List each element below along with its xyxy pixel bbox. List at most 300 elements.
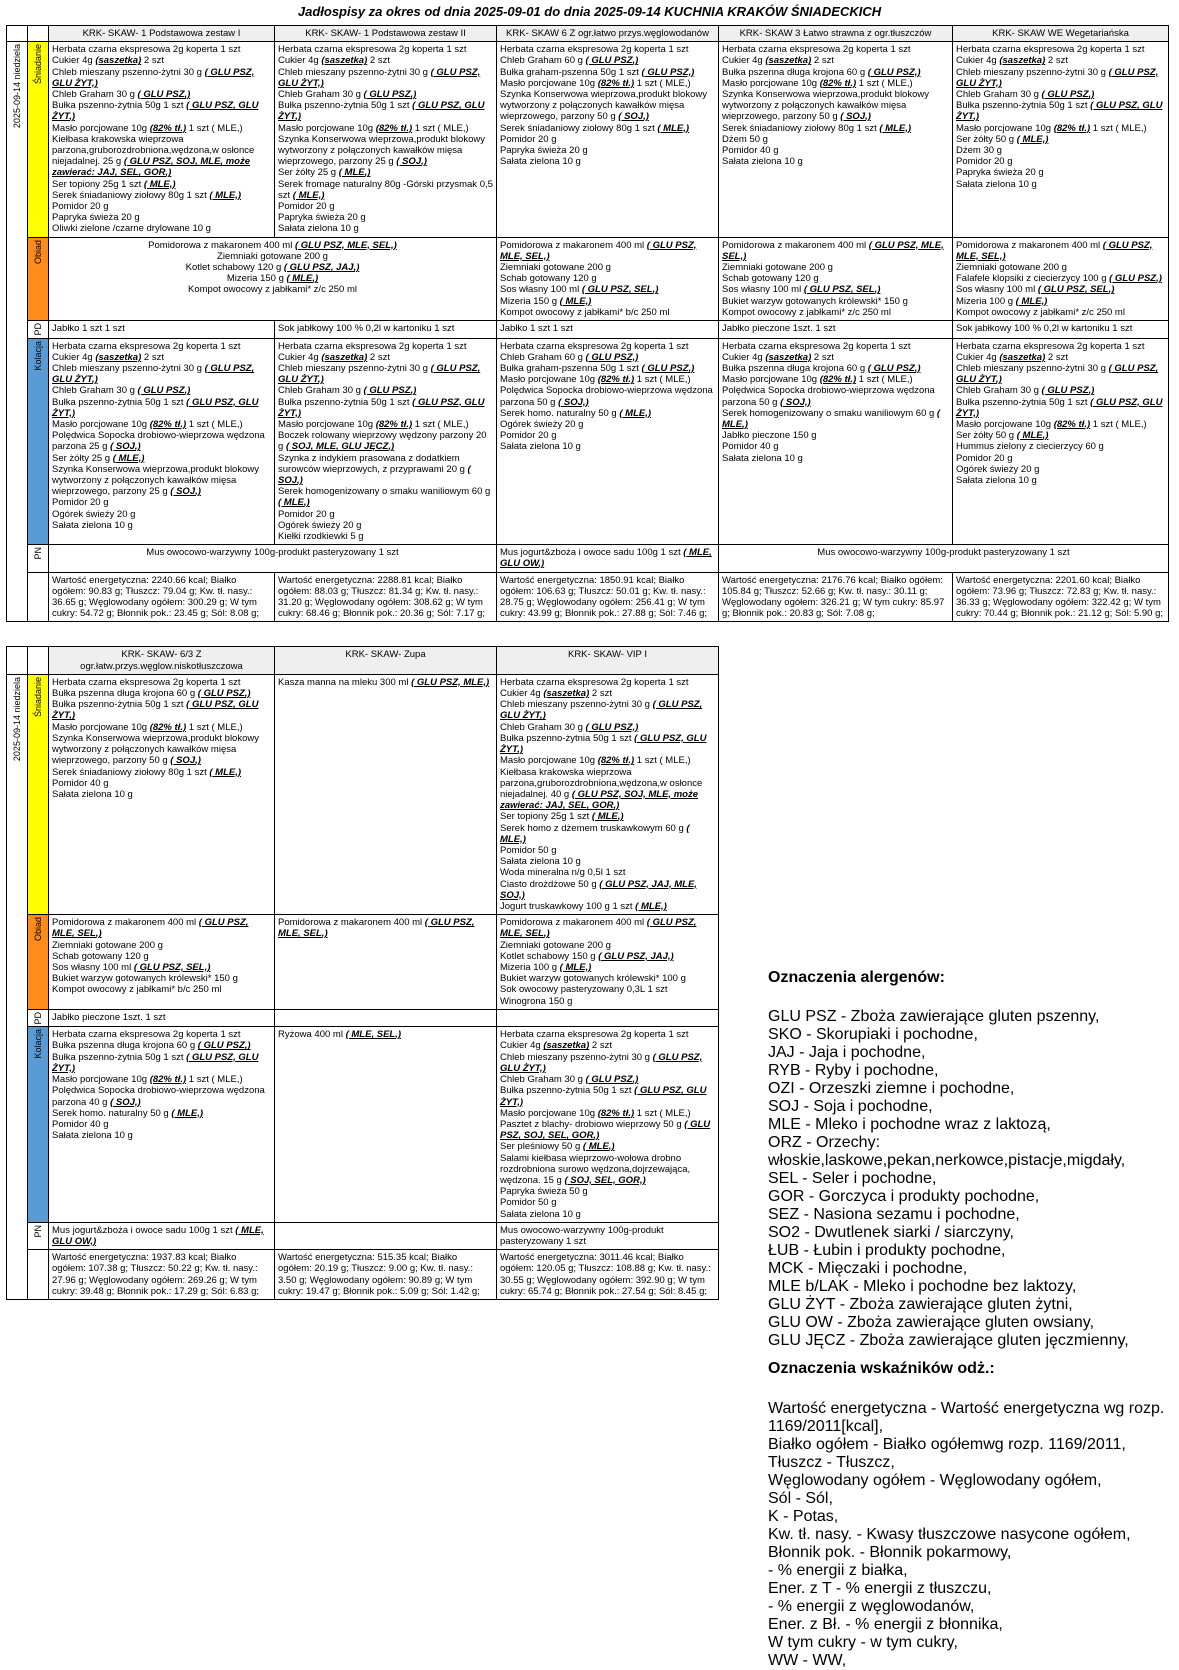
meal-line: Cukier 4g (saszetka) 2 szt bbox=[278, 55, 390, 67]
meal-line: Pomidor 20 g bbox=[956, 452, 1013, 464]
allergen-code: ( GLU PSZ,) bbox=[585, 1074, 639, 1086]
allergen-code: ( GLU PSZ,) bbox=[585, 721, 639, 733]
meal-cell bbox=[497, 674, 719, 914]
indicator-legend-title: Oznaczenia wskaźników odż.: bbox=[768, 1360, 995, 1378]
meal-line: Kompot owocowy z jabłkami* b/c 250 ml bbox=[52, 984, 222, 996]
meal-line: Chleb mieszany pszenno-żytni 30 g ( GLU PSZ, GLU ŻYT,) bbox=[278, 66, 481, 89]
allergen-code: ( MLE,) bbox=[559, 961, 592, 973]
meal-line: Masło porcjowane 10g (82% tł.) 1 szt ( MLE,) bbox=[500, 755, 691, 767]
meal-line: Bułka pszenno-żytnia 50g 1 szt ( GLU PSZ, GLU ŻYT,) bbox=[52, 1051, 259, 1074]
meal-line: Pomidor 40 g bbox=[52, 777, 109, 789]
allergen-legend-item: MLE - Mleko i pochodne wraz z laktozą, bbox=[768, 1116, 1051, 1134]
meal-cell bbox=[49, 42, 275, 237]
allergen-code: ( GLU PSZ, SEL,) bbox=[1037, 284, 1115, 296]
allergen-code: (saszetka) bbox=[999, 351, 1046, 363]
allergen-code: ( GLU PSZ, GLU ŻYT,) bbox=[278, 66, 481, 89]
allergen-code: (82% tł.) bbox=[1053, 122, 1091, 134]
allergen-code: ( GLU PSZ,) bbox=[641, 66, 695, 78]
allergen-code: ( MLE,) bbox=[582, 1141, 615, 1153]
column-header: KRK- SKAW 3 Łatwo strawna z ogr.tłuszczów bbox=[719, 26, 953, 42]
meal-line: Pomidorowa z makaronem 400 ml ( GLU PSZ, MLE, SEL,) bbox=[500, 917, 697, 940]
allergen-code: (82% tł.) bbox=[597, 1107, 635, 1119]
meal-line: Kompot owocowy z jabłkami* z/c 250 ml bbox=[188, 284, 357, 296]
allergen-code: ( MLE,) bbox=[559, 295, 592, 307]
meal-line: Masło porcjowane 10g (82% tł.) 1 szt ( MLE,) bbox=[52, 1074, 243, 1086]
allergen-code: ( SOJ, MLE, GLU JĘCZ,) bbox=[285, 441, 395, 453]
allergen-code: ( GLU PSZ, MLE, SEL,) bbox=[52, 917, 249, 940]
page-title: Jadłospisy za okres od dnia 2025-09-01 do dnia 2025-09-14 KUCHNIA KRAKÓW ŚNIADECKICH bbox=[297, 4, 882, 19]
allergen-code: ( GLU PSZ,) bbox=[137, 89, 191, 101]
meal-line: Bułka pszenno-żytnia 50g 1 szt ( GLU PSZ, GLU ŻYT,) bbox=[500, 1085, 707, 1108]
allergen-code: (saszetka) bbox=[95, 351, 142, 363]
meal-line: Sałata zielona 10 g bbox=[52, 1130, 133, 1142]
meal-line: Mus owocowo-warzywny 100g-produkt pasteryzowany 1 szt bbox=[146, 547, 399, 559]
meal-cell bbox=[497, 545, 719, 572]
allergen-code: ( MLE,) bbox=[171, 1107, 204, 1119]
meal-cell bbox=[275, 321, 497, 339]
meal-line: Sałata zielona 10 g bbox=[500, 441, 581, 453]
meal-line: Serek homo. naturalny 50 g ( MLE,) bbox=[500, 407, 652, 419]
meal-line: Sos własny 100 ml ( GLU PSZ, SEL,) bbox=[500, 284, 659, 296]
allergen-legend-item: GOR - Gorczyca i produkty pochodne, bbox=[768, 1188, 1040, 1206]
indicator-legend-item: - % energii z węglowodanów, bbox=[768, 1597, 975, 1615]
allergen-legend-item: OZI - Orzeszki ziemne i pochodne, bbox=[768, 1080, 1015, 1098]
meal-line: Sos własny 100 ml ( GLU PSZ, SEL,) bbox=[52, 961, 211, 973]
meal-line: Ziemniaki gotowane 200 g bbox=[500, 262, 611, 274]
meal-line: Bułka graham-pszenna 50g 1 szt ( GLU PSZ,) bbox=[500, 363, 695, 374]
allergen-code: ( GLU PSZ, GLU ŻYT,) bbox=[500, 699, 703, 722]
meal-line: Chleb Graham 30 g ( GLU PSZ,) bbox=[500, 721, 639, 733]
meal-line: Masło porcjowane 10g (82% tł.) 1 szt ( MLE,) bbox=[278, 122, 469, 134]
meal-line: Pomidorowa z makaronem 400 ml ( GLU PSZ, MLE, SEL,) bbox=[278, 917, 475, 940]
column-header: KRK- SKAW- 1 Podstawowa zestaw II bbox=[275, 26, 497, 42]
allergen-code: ( MLE,) bbox=[278, 497, 310, 509]
meal-cell bbox=[719, 321, 953, 339]
meal-line: Mizeria 100 g ( MLE,) bbox=[500, 961, 592, 973]
meal-cell bbox=[49, 674, 275, 914]
meal-line: Chleb Graham 30 g ( GLU PSZ,) bbox=[52, 89, 191, 101]
meal-line: Mizeria 150 g ( MLE,) bbox=[226, 273, 319, 285]
meal-line: Chleb Graham 60 g ( GLU PSZ,) bbox=[500, 351, 639, 363]
indicator-legend-item: Tłuszcz - Tłuszcz, bbox=[768, 1453, 895, 1471]
meal-line: Polędwica Sopocka drobiowo-wieprzowa wędzona parzona 50 g ( SOJ,) bbox=[500, 385, 713, 408]
meal-line: Chleb mieszany pszenno-żytni 30 g ( GLU PSZ, GLU ŻYT,) bbox=[956, 363, 1159, 386]
allergen-code: ( GLU PSZ, GLU ŻYT,) bbox=[956, 66, 1159, 89]
meal-line: Cukier 4g (saszetka) 2 szt bbox=[500, 1040, 612, 1052]
meal-line: Sałata zielona 10 g bbox=[500, 156, 581, 168]
meal-line: Herbata czarna ekspresowa 2g koperta 1 szt bbox=[500, 1029, 689, 1041]
meal-line: Kompot owocowy z jabłkami* b/c 250 ml bbox=[500, 306, 670, 318]
allergen-code: ( GLU PSZ, MLE, SEL,) bbox=[722, 239, 944, 262]
meal-line: Pomidor 20 g bbox=[278, 508, 335, 520]
allergen-code: ( GLU PSZ, GLU ŻYT,) bbox=[278, 100, 485, 123]
allergen-legend-item: GLU OW - Zboża zawierające gluten owsiany, bbox=[768, 1314, 1095, 1332]
allergen-code: (saszetka) bbox=[543, 688, 590, 700]
allergen-code: ( GLU PSZ,) bbox=[1109, 273, 1162, 285]
allergen-legend-item: MLE b/LAK - Mleko i pochodne bez laktozy, bbox=[768, 1278, 1077, 1296]
meal-line: Pomidorowa z makaronem 400 ml ( GLU PSZ, MLE, SEL,) bbox=[52, 917, 249, 940]
meal-line: Pomidor 50 g bbox=[500, 1197, 557, 1209]
meal-cell bbox=[497, 42, 719, 237]
meal-line: Serek śniadaniowy ziołowy 80g 1 szt ( MLE,) bbox=[52, 189, 242, 201]
nutrition-label-cell bbox=[28, 572, 49, 622]
legend-panel bbox=[768, 948, 1168, 1670]
meal-line: Bułka pszenno-żytnia 50g 1 szt ( GLU PSZ, GLU ŻYT,) bbox=[956, 396, 1163, 419]
allergen-code: (82% tł.) bbox=[375, 122, 413, 134]
meal-line: Masło porcjowane 10g (82% tł.) 1 szt ( MLE,) bbox=[956, 419, 1147, 431]
meal-line: Jabłko 1 szt 1 szt bbox=[500, 323, 573, 335]
meal-line: Hummus zielony z ciecierzycy 60 g bbox=[956, 441, 1104, 453]
meal-line: Kotlet schabowy 150 g ( GLU PSZ, JAJ,) bbox=[500, 950, 674, 962]
allergen-code: (82% tł.) bbox=[149, 122, 187, 134]
meal-line: Chleb mieszany pszenno-żytni 30 g ( GLU PSZ, GLU ŻYT,) bbox=[278, 363, 481, 386]
meal-line: Cukier 4g (saszetka) 2 szt bbox=[52, 351, 164, 363]
meal-line: Cukier 4g (saszetka) 2 szt bbox=[722, 55, 834, 67]
allergen-code: ( MLE,) bbox=[879, 122, 912, 134]
nutrition-row bbox=[7, 572, 1169, 622]
allergen-code: ( SOJ,) bbox=[110, 1096, 141, 1108]
meal-line: Ser żółty 25 g ( MLE,) bbox=[278, 167, 371, 179]
allergen-code: ( GLU PSZ, GLU ŻYT,) bbox=[956, 396, 1163, 419]
allergen-code: ( GLU PSZ,) bbox=[363, 385, 417, 397]
meal-line: Serek fromage naturalny 80g -Górski przysmak 0,5 szt ( MLE,) bbox=[278, 178, 493, 201]
allergen-code: ( GLU PSZ,) bbox=[197, 688, 251, 700]
meal-line: Herbata czarna ekspresowa 2g koperta 1 szt bbox=[500, 340, 689, 352]
meal-line: Schab gotowany 120 g bbox=[52, 950, 149, 962]
meal-line: Szynka Konserwowa wieprzowa,produkt blokowy wytworzony z połączonych kawałków mięsa wieprzowego, parzony 25 g ( SOJ,) bbox=[52, 463, 259, 498]
allergen-code: ( MLE,) bbox=[619, 407, 652, 419]
meal-line: Papryka świeża 20 g bbox=[52, 212, 140, 224]
meal-line: Herbata czarna ekspresowa 2g koperta 1 szt bbox=[500, 44, 689, 56]
meal-line: Chleb mieszany pszenno-żytni 30 g ( GLU PSZ, GLU ŻYT,) bbox=[500, 699, 703, 722]
allergen-legend-item: RYB - Ryby i pochodne, bbox=[768, 1062, 939, 1080]
meal-line: Polędwica Sopocka drobiowo-wieprzowa wędzona parzona 25 g ( SOJ,) bbox=[52, 430, 265, 453]
meal-line: Bukiet warzyw gotowanych królewski* 100 g bbox=[500, 973, 686, 985]
meal-label-lunch: Obiad bbox=[28, 915, 49, 1010]
meal-line: Serek homogenizowany o smaku waniliowym 60 g ( MLE,) bbox=[722, 407, 941, 431]
meal-cell bbox=[49, 1027, 275, 1222]
allergen-code: ( GLU PSZ, MLE, SEL,) bbox=[294, 239, 397, 251]
allergen-code: ( MLE,) bbox=[143, 178, 176, 190]
allergen-code: (saszetka) bbox=[999, 55, 1046, 67]
meal-cell bbox=[275, 915, 497, 1010]
meal-line: Cukier 4g (saszetka) 2 szt bbox=[722, 351, 834, 363]
meal-line: Salami kiełbasa wieprzowo-wołowa drobno rozdrobniona surowo wędzona,dojrzewająca, wędzona. 15 g ( SOJ, SEL, GOR,) bbox=[500, 1152, 691, 1186]
meal-line: Papryka świeża 50 g bbox=[500, 1186, 588, 1198]
meal-cell bbox=[497, 237, 719, 320]
meal-line: Sos własny 100 ml ( GLU PSZ, SEL,) bbox=[956, 284, 1115, 296]
allergen-code: (82% tł.) bbox=[149, 419, 187, 431]
allergen-code: (82% tł.) bbox=[149, 1074, 187, 1086]
allergen-code: (82% tł.) bbox=[819, 374, 857, 386]
column-header: KRK- SKAW 6 Z ogr.łatwo przys.węglowodanów bbox=[497, 26, 719, 42]
allergen-code: ( SOJ,) bbox=[618, 111, 649, 123]
allergen-code: ( GLU PSZ, GLU ŻYT,) bbox=[52, 1051, 259, 1074]
table-row bbox=[7, 321, 1169, 339]
meal-line: Bukiet warzyw gotowanych królewski* 150 g bbox=[722, 295, 908, 307]
meal-line: Jabłko pieczone 1szt. 1 szt bbox=[722, 323, 836, 335]
allergen-code: ( SOJ,) bbox=[278, 463, 471, 487]
meal-line: Herbata czarna ekspresowa 2g koperta 1 szt bbox=[52, 676, 241, 688]
allergen-code: ( MLE,) bbox=[209, 766, 242, 778]
meal-line: Pomidor 20 g bbox=[500, 133, 557, 145]
meal-cell bbox=[49, 338, 275, 545]
indicator-legend-item: Białko ogółem - Białko ogółemwg rozp. 1169/2011, bbox=[768, 1435, 1126, 1453]
nutrition-label-cell bbox=[28, 1250, 49, 1300]
meal-line: Pomidorowa z makaronem 400 ml ( GLU PSZ, MLE, SEL,) bbox=[148, 239, 397, 251]
meal-line: Mizeria 100 g ( MLE,) bbox=[956, 295, 1048, 307]
allergen-code: ( GLU PSZ,) bbox=[641, 363, 695, 374]
allergen-legend-item: ŁUB - Łubin i produkty pochodne, bbox=[768, 1242, 1006, 1260]
allergen-code: ( GLU PSZ,) bbox=[585, 55, 639, 67]
meal-line: Bułka pszenno-żytnia 50g 1 szt ( GLU PSZ, GLU ŻYT,) bbox=[278, 100, 485, 123]
allergen-code: (82% tł.) bbox=[597, 77, 635, 89]
meal-label-supper: Kolacja bbox=[28, 1027, 49, 1222]
meal-line: Ser żółty 25 g ( MLE,) bbox=[52, 452, 145, 464]
meal-line: Pasztet z blachy- drobiowo wieprzowy 50 g ( GLU PSZ, SOJ, SEL, GOR,) bbox=[500, 1118, 711, 1142]
meal-line: Herbata czarna ekspresowa 2g koperta 1 szt bbox=[52, 1029, 241, 1041]
allergen-legend-title: Oznaczenia alergenów: bbox=[768, 969, 945, 987]
indicator-legend-item: Węglowodany ogółem - Węglowodany ogółem, bbox=[768, 1471, 1102, 1489]
nutrition-cell: Wartość energetyczna: 515.35 kcal; Białko ogółem: 20.19 g; Tłuszcz: 9.00 g; Kw. tł. nasy.: 3.50 g; Węglowodany ogółem: 90.89 g; W tym cukry: 19.47 g; Błonnik pok.: 5.09 g; Sól: 1.42 g; bbox=[275, 1250, 497, 1300]
meal-cell bbox=[497, 915, 719, 1010]
meal-cell bbox=[497, 1009, 719, 1027]
meal-line: Masło porcjowane 10g (82% tł.) 1 szt ( MLE,) bbox=[52, 419, 243, 431]
allergen-legend-item: SO2 - Dwutlenek siarki / siarczyny, bbox=[768, 1224, 1014, 1242]
meal-line: Pomidor 40 g bbox=[52, 1118, 109, 1130]
meal-line: Cukier 4g (saszetka) 2 szt bbox=[52, 55, 164, 67]
menu-table-2 bbox=[6, 646, 719, 1299]
nutrition-cell: Wartość energetyczna: 2201.60 kcal; Białko ogółem: 73.96 g; Tłuszcz: 72.83 g; Kw. tł. nasy.: 36.33 g; Węglowodany ogółem: 322.42 g; W tym cukry: 70.44 g; Błonnik pok.: 21.12 g; Sól: 5.90 g; bbox=[953, 572, 1169, 622]
allergen-code: ( GLU PSZ, GLU ŻYT,) bbox=[52, 66, 255, 89]
meal-line: Schab gotowany 120 g bbox=[500, 273, 597, 285]
meal-line: Kiełbasa krakowska wieprzowa parzona,gruborozdrobniona,wędzona,w osłonce niejadalnej. 25 g ( GLU PSZ, SOJ, MLE, może zawierać: JAJ, SEL, GOR,) bbox=[52, 133, 255, 179]
allergen-code: ( MLE,) bbox=[286, 273, 319, 285]
meal-line: Mizeria 150 g ( MLE,) bbox=[500, 295, 592, 307]
meal-cell bbox=[49, 545, 497, 572]
meal-line: Herbata czarna ekspresowa 2g koperta 1 szt bbox=[956, 340, 1145, 352]
allergen-code: ( GLU PSZ, GLU ŻYT,) bbox=[500, 1051, 703, 1074]
allergen-code: ( GLU PSZ, GLU ŻYT,) bbox=[278, 363, 481, 386]
meal-line: Pomidorowa z makaronem 400 ml ( GLU PSZ, MLE, SEL,) bbox=[500, 239, 697, 262]
table-header-row bbox=[7, 26, 1169, 42]
meal-line: Kotlet schabowy 120 g ( GLU PSZ, JAJ,) bbox=[185, 262, 360, 274]
allergen-code: ( GLU PSZ, JAJ,) bbox=[283, 262, 360, 274]
meal-line: Pomidor 40 g bbox=[722, 145, 779, 157]
meal-line: Ser topiony 25g 1 szt ( MLE,) bbox=[500, 811, 624, 823]
table-row bbox=[7, 338, 1169, 545]
meal-line: Jabłko pieczone 150 g bbox=[722, 430, 817, 442]
allergen-code: ( GLU PSZ, MLE,) bbox=[411, 676, 490, 688]
allergen-code: ( MLE,) bbox=[1016, 430, 1049, 442]
meal-line: Chleb mieszany pszenno-żytni 30 g ( GLU PSZ, GLU ŻYT,) bbox=[956, 66, 1159, 89]
allergen-legend-list bbox=[768, 1008, 1168, 1350]
table-row bbox=[7, 42, 1169, 237]
allergen-code: ( MLE,) bbox=[292, 189, 325, 201]
meal-line: Serek śniadaniowy ziołowy 80g 1 szt ( MLE,) bbox=[52, 766, 242, 778]
table-row bbox=[7, 545, 1169, 572]
allergen-code: ( MLE, GLU OW,) bbox=[500, 547, 712, 570]
meal-line: Sałata zielona 10 g bbox=[52, 788, 133, 800]
meal-cell bbox=[49, 1222, 275, 1249]
meal-line: Bułka pszenna długa krojona 60 g ( GLU PSZ,) bbox=[722, 363, 921, 374]
allergen-code: ( GLU PSZ,) bbox=[137, 385, 191, 397]
meal-line: Falafele klopsiki z ciecierzycy 100 g ( GLU PSZ,) bbox=[956, 273, 1162, 285]
meal-line: Cukier 4g (saszetka) 2 szt bbox=[278, 351, 390, 363]
allergen-code: ( GLU PSZ, MLE, SEL,) bbox=[278, 917, 475, 940]
allergen-code: ( MLE,) bbox=[657, 122, 690, 134]
meal-line: Bułka pszenna długa krojona 60 g ( GLU PSZ,) bbox=[52, 688, 251, 700]
meal-line: Chleb Graham 30 g ( GLU PSZ,) bbox=[278, 385, 417, 397]
meal-line: Chleb Graham 30 g ( GLU PSZ,) bbox=[956, 385, 1095, 397]
meal-line: Szynka Konserwowa wieprzowa,produkt blokowy wytworzony z połączonych kawałków mięsa wieprzowego, parzony 50 g ( SOJ,) bbox=[722, 89, 929, 123]
allergen-code: (saszetka) bbox=[321, 55, 368, 67]
meal-line: Masło porcjowane 10g (82% tł.) 1 szt ( MLE,) bbox=[722, 374, 913, 386]
allergen-code: ( SOJ, SEL, GOR,) bbox=[564, 1174, 646, 1186]
nutrition-cell: Wartość energetyczna: 2240.66 kcal; Białko ogółem: 90.83 g; Tłuszcz: 79.04 g; Kw. tł. nasy.: 36.65 g; Węglowodany ogółem: 300.29 g; W tym cukry: 54.72 g; Błonnik pok.: 23.45 g; Sól: 8.08 g; bbox=[49, 572, 275, 622]
meal-line: Sałata zielona 10 g bbox=[722, 156, 803, 168]
allergen-legend-item: SEL - Seler i pochodne, bbox=[768, 1170, 937, 1188]
allergen-code: ( GLU PSZ, GLU ŻYT,) bbox=[52, 363, 255, 386]
allergen-code: ( GLU PSZ, MLE, SEL,) bbox=[956, 239, 1153, 262]
meal-line: Winogrona 150 g bbox=[500, 995, 573, 1007]
meal-cell bbox=[49, 237, 497, 320]
meal-line: Szynka z indykiem prasowana z dodatkiem surowców wieprzowych, z przyprawami 20 g ( SOJ,) bbox=[278, 452, 471, 487]
meal-line: Mus jogurt&zboża i owoce sadu 100g 1 szt ( MLE, GLU OW,) bbox=[500, 547, 712, 570]
meal-line: Ogórek świeży 20 g bbox=[278, 519, 362, 531]
meal-line: Pomidorowa z makaronem 400 ml ( GLU PSZ, MLE, SEL,) bbox=[956, 239, 1153, 262]
indicator-legend-item: Ener. z Bł. - % energii z błonnika, bbox=[768, 1615, 1003, 1633]
meal-cell bbox=[719, 338, 953, 545]
meal-line: Cukier 4g (saszetka) 2 szt bbox=[500, 688, 612, 700]
table-row bbox=[7, 674, 719, 914]
meal-label-breakfast: Śniadanie bbox=[28, 674, 49, 914]
table-row bbox=[7, 915, 719, 1010]
indicator-legend-item: WW - WW, bbox=[768, 1651, 847, 1669]
allergen-code: ( SOJ,) bbox=[110, 441, 141, 453]
indicator-legend-item: Błonnik pok. - Błonnik pokarmowy, bbox=[768, 1543, 1012, 1561]
allergen-code: ( GLU PSZ, GLU ŻYT,) bbox=[52, 699, 259, 722]
meal-line: Ser topiony 25g 1 szt ( MLE,) bbox=[52, 178, 176, 190]
meal-line: Jogurt truskawkowy 100 g 1 szt ( MLE,) bbox=[500, 900, 667, 912]
meal-line: Jabłko pieczone 1szt. 1 szt bbox=[52, 1011, 166, 1023]
meal-line: Sałata zielona 10 g bbox=[722, 452, 803, 464]
meal-line: Ziemniaki gotowane 200 g bbox=[52, 939, 163, 951]
column-header: KRK- SKAW- 1 Podstawowa zestaw I bbox=[49, 26, 275, 42]
table-row bbox=[7, 237, 1169, 320]
meal-line: Bukiet warzyw gotowanych królewski* 150 g bbox=[52, 973, 238, 985]
meal-line: Serek śniadaniowy ziołowy 80g 1 szt ( MLE,) bbox=[500, 122, 690, 134]
allergen-legend-item: MCK - Mięczaki i pochodne, bbox=[768, 1260, 968, 1278]
meal-line: Serek homogenizowany o smaku waniliowym 60 g ( MLE,) bbox=[278, 486, 491, 509]
allergen-code: ( MLE,) bbox=[209, 189, 242, 201]
allergen-code: ( MLE, SEL,) bbox=[345, 1029, 402, 1041]
meal-cell bbox=[953, 321, 1169, 339]
meal-line: Jabłko 1 szt 1 szt bbox=[52, 323, 125, 335]
indicator-legend-item: Sól - Sól, bbox=[768, 1489, 833, 1507]
allergen-legend-item: JAJ - Jaja i pochodne, bbox=[768, 1044, 926, 1062]
meal-line: Bułka pszenno-żytnia 50g 1 szt ( GLU PSZ, GLU ŻYT,) bbox=[278, 396, 485, 419]
allergen-code: (saszetka) bbox=[321, 351, 368, 363]
meal-line: Chleb Graham 30 g ( GLU PSZ,) bbox=[52, 385, 191, 397]
meal-line: Kasza manna na mleku 300 ml ( GLU PSZ, MLE,) bbox=[278, 676, 490, 688]
allergen-code: (saszetka) bbox=[95, 55, 142, 67]
meal-line: Papryka świeża 20 g bbox=[500, 145, 588, 157]
allergen-code: ( GLU PSZ, SEL,) bbox=[581, 284, 659, 296]
meal-cell bbox=[275, 338, 497, 545]
allergen-code: ( GLU PSZ,) bbox=[585, 351, 639, 363]
meal-line: Boczek rolowany wieprzowy wędzony parzony 20 g ( SOJ, MLE, GLU JĘCZ,) bbox=[278, 430, 487, 453]
table-row bbox=[7, 1222, 719, 1249]
indicator-legend-item: Ener. z T - % energii z tłuszczu, bbox=[768, 1579, 992, 1597]
allergen-code: ( GLU PSZ, JAJ,) bbox=[598, 950, 674, 962]
allergen-code: ( GLU PSZ, GLU ŻYT,) bbox=[956, 363, 1159, 386]
meal-line: Masło porcjowane 10g (82% tł.) 1 szt ( MLE,) bbox=[500, 77, 691, 89]
allergen-code: ( MLE,) bbox=[112, 452, 145, 464]
allergen-code: ( GLU PSZ, SOJ, MLE, może zawierać: JAJ, SEL, GOR,) bbox=[52, 156, 250, 179]
allergen-code: ( GLU PSZ, GLU ŻYT,) bbox=[956, 100, 1163, 123]
meal-cell bbox=[49, 321, 275, 339]
meal-line: Chleb mieszany pszenno-żytni 30 g ( GLU PSZ, GLU ŻYT,) bbox=[52, 66, 255, 89]
date-label: 2025-09-14 niedziela bbox=[7, 674, 28, 1299]
meal-line: Kiełki rzodkiewki 5 g bbox=[278, 531, 364, 543]
indicator-legend-item: W tym cukry - w tym cukry, bbox=[768, 1633, 958, 1651]
meal-line: Serek homo z dżemem truskawkowym 60 g ( MLE,) bbox=[500, 822, 690, 845]
allergen-code: ( GLU PSZ, SOJ, MLE, może zawierać: JAJ, SEL, GOR,) bbox=[500, 788, 698, 812]
meal-line: Kompot owocowy z jabłkami* z/c 250 ml bbox=[956, 306, 1125, 318]
meal-line: Szynka Konserwowa wieprzowa,produkt blokowy wytworzony z połączonych kawałków mięsa wieprzowego, parzony 50 g ( SOJ,) bbox=[52, 732, 259, 767]
meal-line: Papryka świeża 20 g bbox=[956, 167, 1044, 179]
meal-cell bbox=[719, 42, 953, 237]
meal-line: Sałata zielona 10 g bbox=[500, 1208, 581, 1220]
meal-label-pd: PD bbox=[28, 321, 49, 339]
meal-line: Masło porcjowane 10g (82% tł.) 1 szt ( MLE,) bbox=[722, 77, 913, 89]
meal-line: Sok jabłkowy 100 % 0,2l w kartoniku 1 szt bbox=[278, 323, 455, 335]
allergen-code: ( GLU PSZ, SOJ, SEL, GOR,) bbox=[500, 1118, 711, 1142]
meal-cell bbox=[497, 1222, 719, 1249]
table-row bbox=[7, 1027, 719, 1222]
nutrition-cell: Wartość energetyczna: 2176.76 kcal; Białko ogółem: 105.84 g; Tłuszcz: 52.66 g; Kw. tł. nasy.: 30.11 g; Węglowodany ogółem: 326.21 g; W tym cukry: 85.97 g; Błonnik pok.: 20.83 g; Sól: 7.08 g; bbox=[719, 572, 953, 622]
meal-line: Sałata zielona 10 g bbox=[956, 475, 1037, 487]
nutrition-cell: Wartość energetyczna: 2288.81 kcal; Białko ogółem: 88.03 g; Tłuszcz: 81.34 g; Kw. tł. nasy.: 31.20 g; Węglowodany ogółem: 308.62 g; W tym cukry: 68.46 g; Błonnik pok.: 20.36 g; Sól: 7.17 g; bbox=[275, 572, 497, 622]
allergen-code: ( GLU PSZ,) bbox=[197, 1040, 251, 1052]
allergen-code: ( GLU PSZ, GLU ŻYT,) bbox=[278, 396, 485, 419]
allergen-code: ( MLE,) bbox=[1016, 133, 1049, 145]
meal-line: Polędwica Sopocka drobiowo-wieprzowa wędzona parzona 50 g ( SOJ,) bbox=[722, 385, 935, 408]
column-header: KRK- SKAW- Zupa bbox=[275, 647, 497, 674]
meal-line: Mus owocowo-warzywny 100g-produkt pasteryzowany 1 szt bbox=[817, 547, 1070, 559]
meal-line: Chleb Graham 30 g ( GLU PSZ,) bbox=[500, 1074, 639, 1086]
meal-line: Bułka pszenna długa krojona 60 g ( GLU PSZ,) bbox=[52, 1040, 251, 1052]
meal-label-supper: Kolacja bbox=[28, 338, 49, 545]
meal-line: Pomidorowa z makaronem 400 ml ( GLU PSZ, MLE, SEL,) bbox=[722, 239, 944, 262]
date-label-cell bbox=[7, 26, 28, 42]
allergen-code: (82% tł.) bbox=[819, 77, 857, 89]
meal-line: Masło porcjowane 10g (82% tł.) 1 szt ( MLE,) bbox=[52, 721, 243, 733]
meal-line: Herbata czarna ekspresowa 2g koperta 1 szt bbox=[52, 340, 241, 352]
meal-line: Sałata zielona 10 g bbox=[52, 519, 133, 531]
meal-line: Masło porcjowane 10g (82% tł.) 1 szt ( MLE,) bbox=[956, 122, 1147, 134]
meal-line: Pomidor 20 g bbox=[52, 497, 109, 509]
meal-cell bbox=[719, 237, 953, 320]
meal-line: Cukier 4g (saszetka) 2 szt bbox=[956, 55, 1068, 67]
allergen-code: ( SOJ,) bbox=[170, 755, 201, 767]
meal-cell bbox=[275, 42, 497, 237]
meal-line: Ciasto drożdżowe 50 g ( GLU PSZ, JAJ, MLE, SOJ,) bbox=[500, 878, 697, 901]
allergen-code: ( SOJ,) bbox=[396, 156, 427, 168]
date-label-cell bbox=[7, 647, 28, 674]
allergen-code: ( SOJ,) bbox=[780, 396, 811, 408]
